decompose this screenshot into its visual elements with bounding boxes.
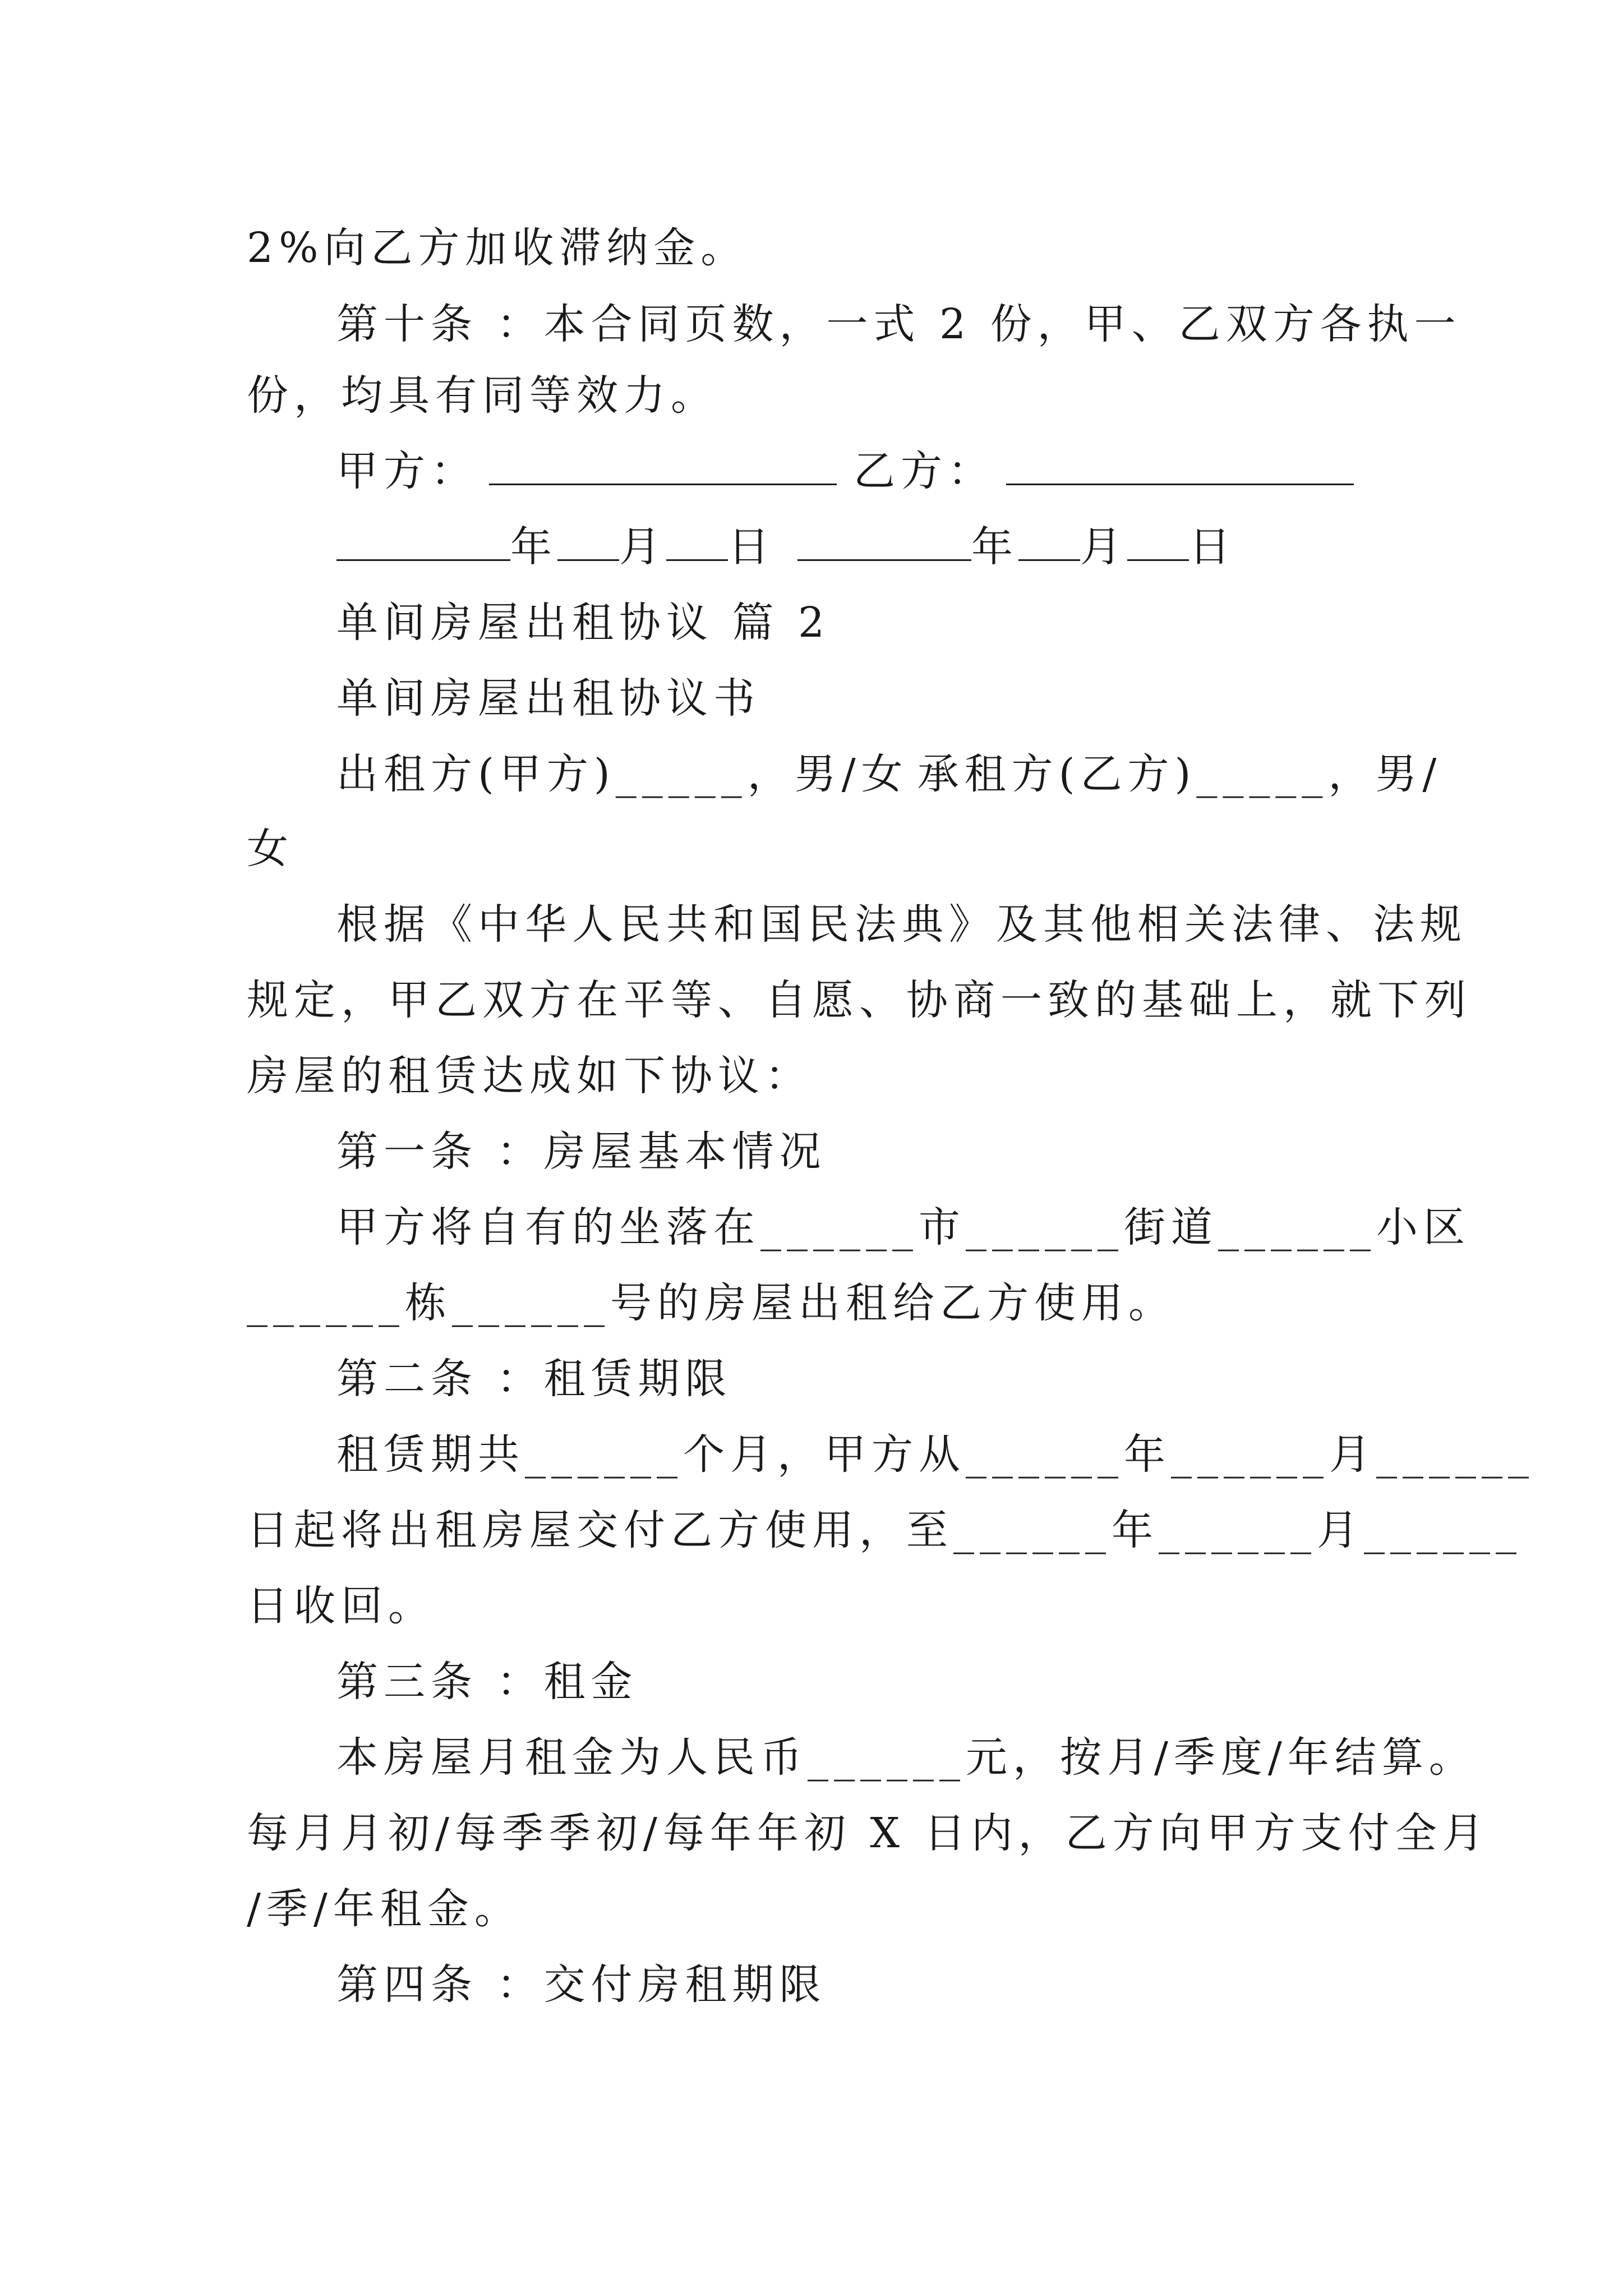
text-line: 2%向乙方加收滞纳金。: [247, 224, 748, 272]
party-a-day-blank: [666, 526, 728, 561]
party-a-month-blank: [557, 526, 619, 561]
text-line: 每月月初/每季季初/每年年初 X 日内，乙方向甲方支付全月: [247, 1809, 1490, 1857]
article-heading: 第四条 ：交付房租期限: [336, 1961, 827, 2009]
article-heading: 第二条 ：租赁期限: [336, 1355, 732, 1403]
year-word: 年: [510, 523, 557, 571]
party-b-signature-blank: [1006, 450, 1354, 485]
year-word: 年: [971, 523, 1018, 571]
section-heading: 单间房屋出租协议 篇 2: [336, 599, 831, 647]
party-a-signature-label: 甲方：: [336, 447, 478, 495]
document-title: 单间房屋出租协议书: [336, 674, 760, 723]
address-line: ______栋______号的房屋出租给乙方使用。: [247, 1279, 1175, 1327]
party-b-day-blank: [1127, 526, 1189, 561]
article-ten-line: 第十条 ：本合同页数，一式 2 份，甲、乙双方各执一: [336, 300, 1461, 348]
signature-line: [336, 443, 1402, 499]
day-word: 日: [728, 523, 775, 571]
lessor-text: 出租方(甲方)_____，男/女: [336, 750, 909, 798]
month-word: 月: [619, 523, 666, 571]
address-line: 甲方将自有的坐落在______市______街道______小区: [336, 1203, 1470, 1251]
term-line: 日起将出租房屋交付乙方使用，至______年______月______: [247, 1506, 1522, 1554]
article-heading: 第三条 ：租金: [336, 1658, 638, 1706]
party-b-month-blank: [1018, 526, 1080, 561]
text-line: 规定，甲乙双方在平等、自愿、协商一致的基础上，就下列: [247, 976, 1472, 1024]
text-line: 女: [247, 825, 294, 873]
text-line: 日收回。: [247, 1582, 435, 1630]
text-line: 根据《中华人民共和国民法典》及其他相关法律、法规: [336, 900, 1467, 949]
text-line: 本房屋月租金为人民币______元，按月/季度/年结算。: [336, 1733, 1476, 1782]
text-line: 房屋的租赁达成如下协议：: [247, 1052, 812, 1100]
party-b-signature-label: 乙方：: [854, 447, 995, 495]
day-word: 日: [1189, 523, 1236, 571]
lessee-text: 承租方(乙方)_____，男/: [917, 750, 1442, 798]
article-heading: 第一条 ：房屋基本情况: [336, 1128, 827, 1176]
party-a-signature-blank: [489, 450, 837, 485]
party-b-year-blank: [797, 526, 971, 561]
parties-line: [336, 746, 1442, 802]
month-word: 月: [1080, 523, 1127, 571]
party-a-year-blank: [336, 526, 510, 561]
term-line: 租赁期共______个月，甲方从______年______月______: [336, 1430, 1534, 1479]
signature-date-line: [336, 519, 1402, 575]
text-line: /季/年租金。: [247, 1885, 522, 1933]
text-line: 份，均具有同等效力。: [247, 371, 718, 420]
